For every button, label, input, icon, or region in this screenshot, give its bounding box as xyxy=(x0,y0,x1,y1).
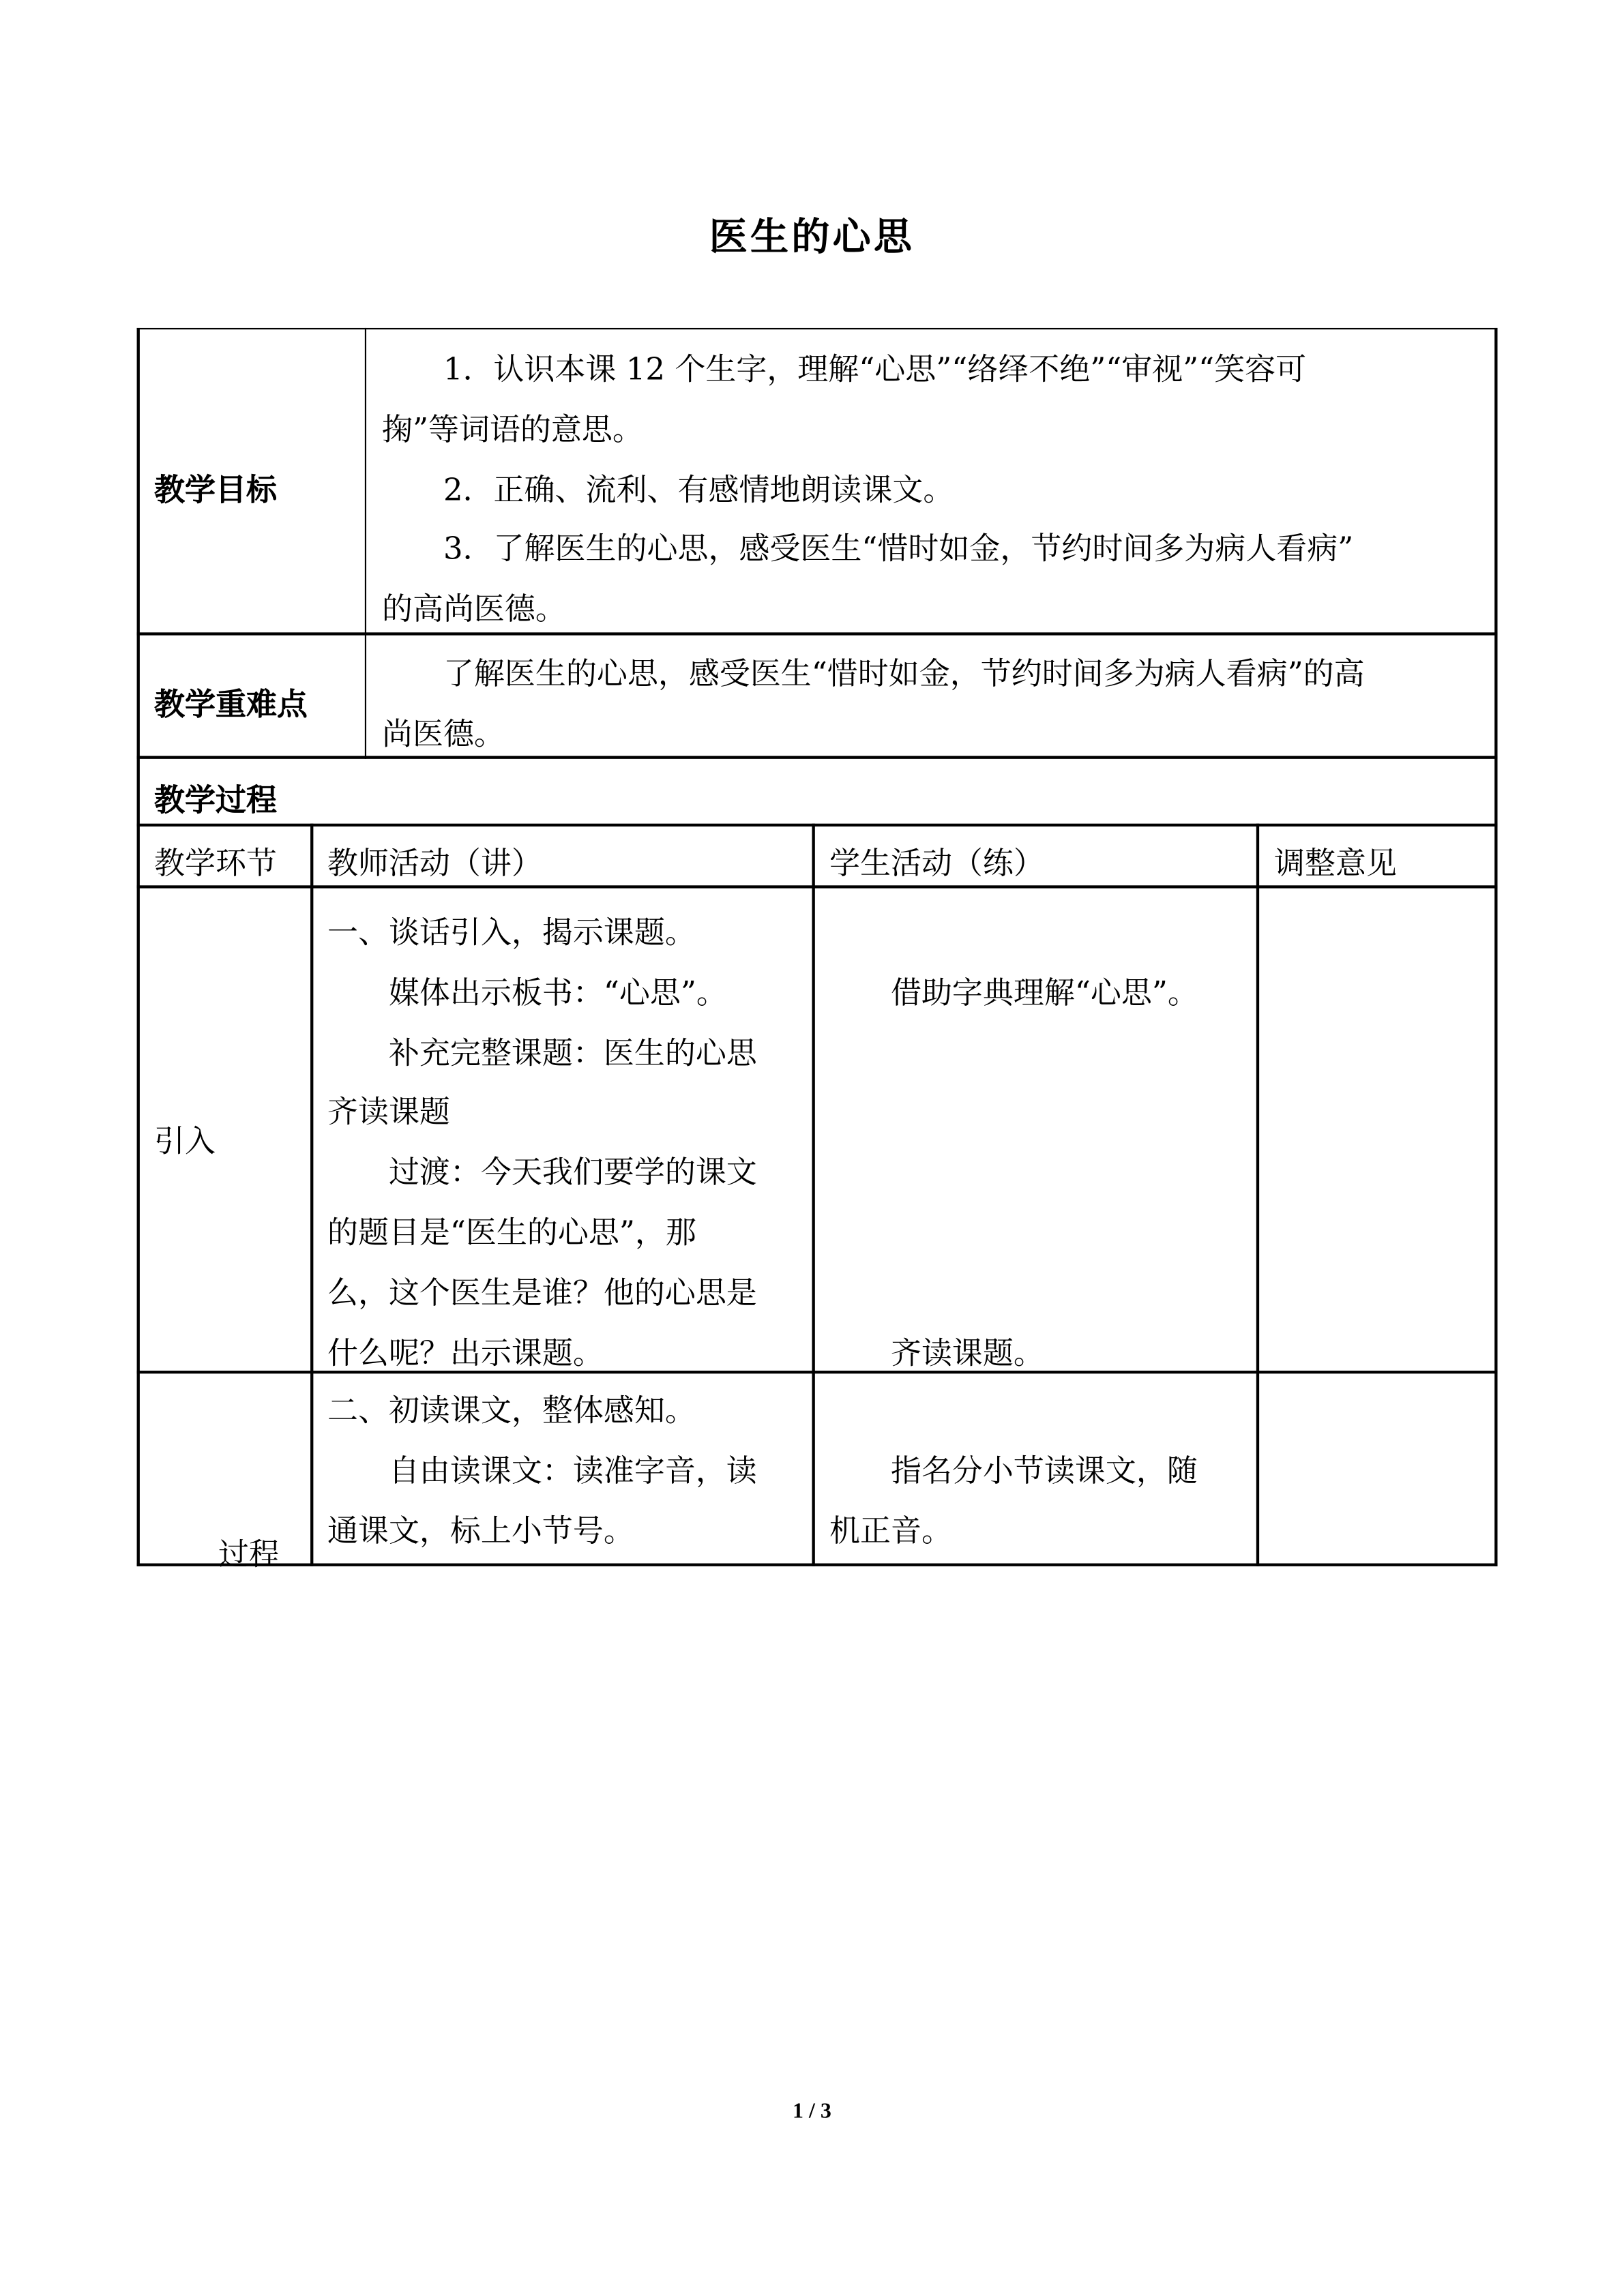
key-point-line: 了解医生的心思，感受医生“惜时如金，节约时间多为病人看病”的高 xyxy=(381,655,1365,691)
teacher-line: 一、谈话引入，揭示课题。 xyxy=(327,914,696,950)
key-point-line: 尚医德。 xyxy=(381,715,505,751)
teacher-line: 二、初读课文，整体感知。 xyxy=(327,1393,696,1429)
row-divider xyxy=(136,824,1498,826)
column-divider xyxy=(364,327,367,758)
teacher-line: 自由读课文：读准字音，读 xyxy=(327,1453,757,1489)
stage-intro: 引入 xyxy=(153,1123,216,1159)
student-line: 齐读课题。 xyxy=(829,1335,1044,1371)
teacher-line: 通课文，标上小节号。 xyxy=(327,1513,634,1549)
column-header-adjust: 调整意见 xyxy=(1273,845,1397,880)
student-line: 借助字典理解“心思”。 xyxy=(829,974,1198,1010)
objectives-label: 教学目标 xyxy=(153,473,277,509)
teacher-line: 什么呢？出示课题。 xyxy=(327,1335,604,1371)
teacher-line: 过渡：今天我们要学的课文 xyxy=(327,1154,757,1191)
table-border-left xyxy=(136,327,139,1566)
key-points-label: 教学重难点 xyxy=(153,687,308,723)
objective-line: 3．了解医生的心思，感受医生“惜时如金，节约时间多为病人看病” xyxy=(381,531,1354,567)
column-header-teacher: 教师活动（讲） xyxy=(327,845,542,880)
table-border-top xyxy=(136,327,1498,330)
student-line: 指名分小节读课文，随 xyxy=(829,1453,1198,1489)
process-label: 教学过程 xyxy=(153,782,277,818)
page-title: 医生的心思 xyxy=(709,216,915,261)
table-border-bottom xyxy=(136,1563,1498,1566)
objective-line: 1．认识本课 12 个生字，理解“心思”“络绎不绝”“审视”“笑容可 xyxy=(381,351,1307,387)
table-border-right xyxy=(1495,327,1498,1566)
student-line: 机正音。 xyxy=(829,1513,952,1549)
row-divider xyxy=(136,633,1498,636)
objective-line: 的高尚医德。 xyxy=(381,591,566,627)
objective-line: 2．正确、流利、有感情地朗读课文。 xyxy=(381,471,954,507)
stage-process: 过程 xyxy=(218,1536,280,1572)
column-header-student: 学生活动（练） xyxy=(829,845,1044,880)
column-divider xyxy=(812,824,814,1566)
teacher-line: 补充完整课题：医生的心思 xyxy=(327,1034,757,1071)
column-header-stage: 教学环节 xyxy=(153,845,277,880)
column-divider xyxy=(1256,824,1259,1566)
teacher-line: 的题目是“医生的心思”，那 xyxy=(327,1214,696,1250)
page-number: 1 / 3 xyxy=(793,2100,831,2124)
teacher-line: 媒体出示板书：“心思”。 xyxy=(327,974,727,1010)
objective-line: 掬”等词语的意思。 xyxy=(381,411,643,447)
teacher-line: 齐读课题 xyxy=(327,1094,450,1130)
row-divider xyxy=(136,756,1498,758)
column-divider xyxy=(311,824,314,1566)
teacher-line: 么，这个医生是谁？他的心思是 xyxy=(327,1274,757,1310)
